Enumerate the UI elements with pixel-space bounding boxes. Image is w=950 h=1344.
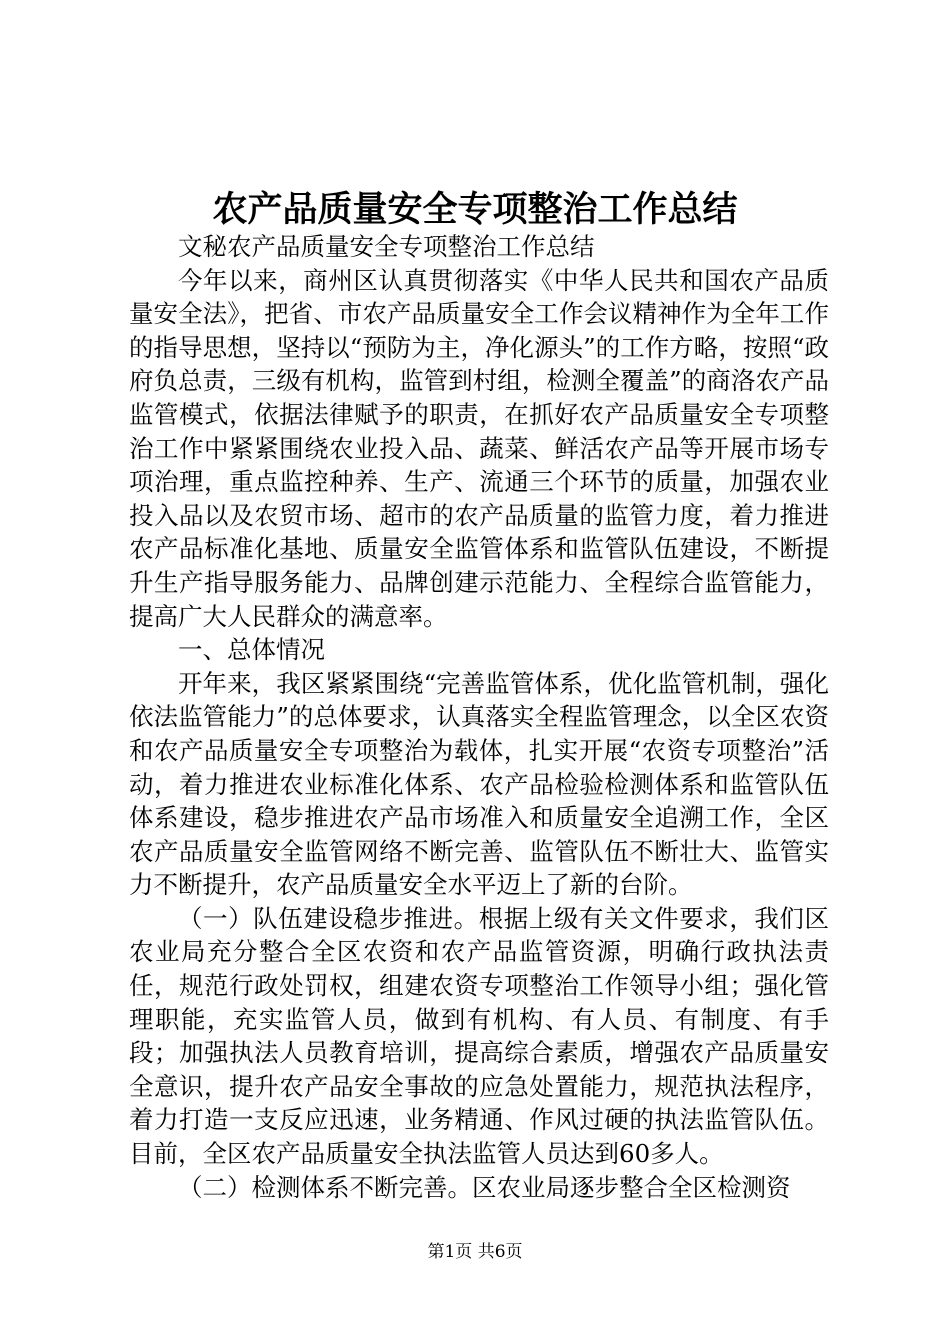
paragraph-overview: 开年来，我区紧紧围绕“完善监管体系，优化监管机制，强化依法监管能力”的总体要求，认真落实全程监管理念，以全区农资和农产品质量安全专项整治为载体，扎实开展“农资专项整治”活动，着力推进农业标准化体系、农产品检验检测体系和监管队伍体系建设，稳步推进农产品市场准入和质量安全追溯工作，全区农产品质量安全监管网络不断完善、监管队伍不断壮大、监管实力不断提升，农产品质量安全水平迈上了新的台阶。 [129, 668, 829, 900]
paragraph-subtitle: 文秘农产品质量安全专项整治工作总结 [178, 232, 595, 261]
paragraph-team-building: （一）队伍建设稳步推进。根据上级有关文件要求，我们区农业局充分整合全区农资和农产品监管资源，明确行政执法责任，规范行政处罚权，组建农资专项整治工作领导小组；强化管理职能，充实监管人员，做到有机构、有人员、有制度、有手段；加强执法人员教育培训，提高综合素质，增强农产品质量安全意识，提升农产品安全事故的应急处置能力，规范执法程序，着力打造一支反应迅速，业务精通、作风过硬的执法监管队伍。目前，全区农产品质量安全执法监管人员达到60多人。 [129, 903, 829, 1169]
section-heading-overview: 一、总体情况 [178, 635, 325, 665]
page-footer: 第1页 共6页 [427, 1242, 523, 1262]
document-body [129, 230, 829, 1204]
paragraph-intro: 今年以来，商州区认真贯彻落实《中华人民共和国农产品质量安全法》，把省、市农产品质量安全工作会议精神作为全年工作的指导思想，坚持以“预防为主，净化源头”的工作方略，按照“政府负总责，三级有机构，监管到村组，检测全覆盖”的商洛农产品监管模式，依据法律赋予的职责，在抓好农产品质量安全专项整治工作中紧紧围绕农业投入品、蔬菜、鲜活农产品等开展市场专项治理，重点监控种养、生产、流通三个环节的质量，加强农业投入品以及农贸市场、超市的农产品质量的监管力度，着力推进农产品标准化基地、质量安全监管体系和监管队伍建设，不断提升生产指导服务能力、品牌创建示范能力、全程综合监管能力，提高广大人民群众的满意率。 [129, 265, 829, 631]
document-title: 农产品质量安全专项整治工作总结 [212, 189, 738, 230]
paragraph-testing-system: （二）检测体系不断完善。区农业局逐步整合全区检测资 [178, 1172, 791, 1202]
